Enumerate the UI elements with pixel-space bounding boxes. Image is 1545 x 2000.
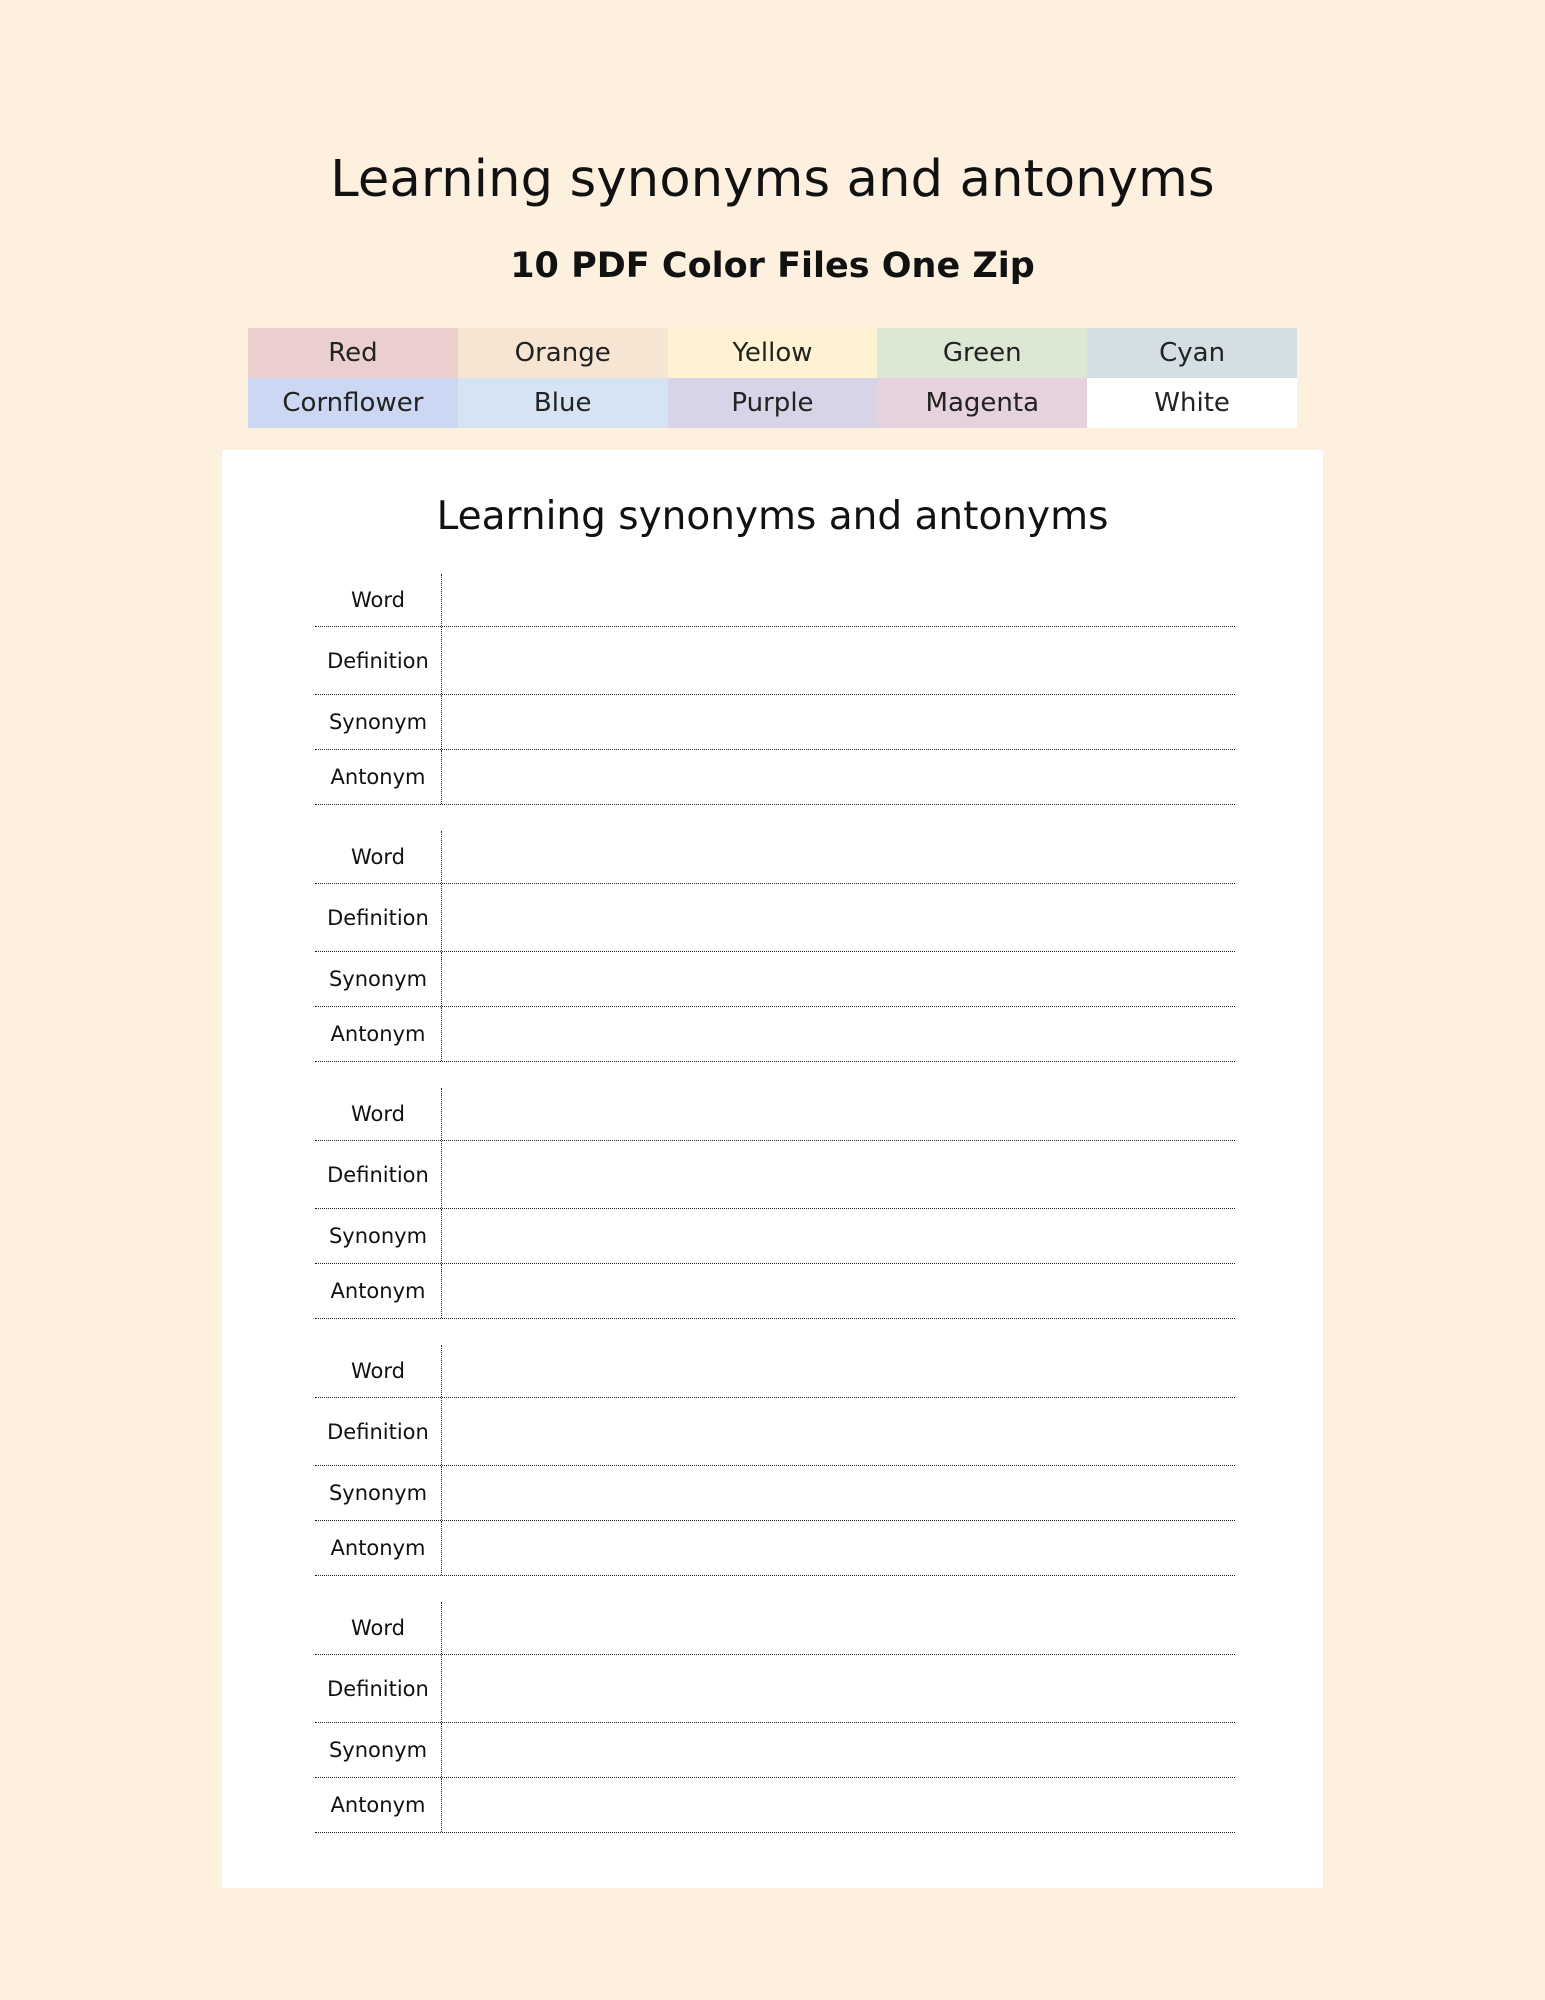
word-label: Word bbox=[315, 574, 442, 626]
word-entry-group bbox=[315, 831, 1235, 1062]
definition-label: Definition bbox=[315, 627, 442, 694]
swatch-green: Green bbox=[877, 328, 1087, 378]
word-row bbox=[315, 574, 1235, 627]
swatch-red: Red bbox=[248, 328, 458, 378]
worksheet-title: Learning synonyms and antonyms bbox=[436, 494, 1109, 539]
antonym-blank bbox=[442, 750, 1235, 804]
synonym-blank bbox=[442, 1466, 1235, 1520]
definition-blank bbox=[442, 884, 1235, 951]
antonym-blank bbox=[442, 1778, 1235, 1832]
synonym-blank bbox=[442, 1209, 1235, 1263]
word-blank bbox=[442, 574, 1235, 626]
synonym-blank bbox=[442, 695, 1235, 749]
color-palette bbox=[248, 328, 1297, 428]
synonym-row bbox=[315, 1723, 1235, 1778]
antonym-row bbox=[315, 750, 1235, 805]
synonym-label: Synonym bbox=[315, 1209, 442, 1263]
definition-label: Definition bbox=[315, 1655, 442, 1722]
synonym-blank bbox=[442, 1723, 1235, 1777]
page-subtitle: 10 PDF Color Files One Zip bbox=[510, 246, 1035, 286]
antonym-blank bbox=[442, 1521, 1235, 1575]
word-blank bbox=[442, 1602, 1235, 1654]
definition-label: Definition bbox=[315, 1141, 442, 1208]
word-row bbox=[315, 831, 1235, 884]
word-blank bbox=[442, 1088, 1235, 1140]
word-blank bbox=[442, 1345, 1235, 1397]
definition-blank bbox=[442, 627, 1235, 694]
antonym-row bbox=[315, 1778, 1235, 1833]
definition-blank bbox=[442, 1141, 1235, 1208]
swatch-blue: Blue bbox=[458, 378, 668, 428]
antonym-row bbox=[315, 1007, 1235, 1062]
antonym-blank bbox=[442, 1264, 1235, 1318]
word-entry-group bbox=[315, 574, 1235, 805]
word-blank bbox=[442, 831, 1235, 883]
word-entry-group bbox=[315, 1088, 1235, 1319]
antonym-blank bbox=[442, 1007, 1235, 1061]
definition-row bbox=[315, 627, 1235, 695]
swatch-white: White bbox=[1087, 378, 1297, 428]
word-row bbox=[315, 1345, 1235, 1398]
antonym-label: Antonym bbox=[315, 1264, 442, 1318]
definition-row bbox=[315, 884, 1235, 952]
worksheet-preview bbox=[222, 450, 1323, 1888]
swatch-orange: Orange bbox=[458, 328, 668, 378]
synonym-label: Synonym bbox=[315, 695, 442, 749]
swatch-purple: Purple bbox=[668, 378, 878, 428]
word-label: Word bbox=[315, 1088, 442, 1140]
antonym-label: Antonym bbox=[315, 750, 442, 804]
swatch-cornflower: Cornflower bbox=[248, 378, 458, 428]
word-label: Word bbox=[315, 1345, 442, 1397]
synonym-row bbox=[315, 1209, 1235, 1264]
synonym-label: Synonym bbox=[315, 1466, 442, 1520]
word-row bbox=[315, 1088, 1235, 1141]
antonym-label: Antonym bbox=[315, 1778, 442, 1832]
word-label: Word bbox=[315, 831, 442, 883]
definition-label: Definition bbox=[315, 884, 442, 951]
antonym-label: Antonym bbox=[315, 1521, 442, 1575]
synonym-row bbox=[315, 952, 1235, 1007]
word-entry-group bbox=[315, 1345, 1235, 1576]
definition-blank bbox=[442, 1655, 1235, 1722]
antonym-row bbox=[315, 1521, 1235, 1576]
swatch-magenta: Magenta bbox=[877, 378, 1087, 428]
definition-row bbox=[315, 1141, 1235, 1209]
synonym-label: Synonym bbox=[315, 952, 442, 1006]
synonym-row bbox=[315, 695, 1235, 750]
synonym-blank bbox=[442, 952, 1235, 1006]
definition-blank bbox=[442, 1398, 1235, 1465]
word-entry-group bbox=[315, 1602, 1235, 1833]
word-row bbox=[315, 1602, 1235, 1655]
page-title: Learning synonyms and antonyms bbox=[330, 150, 1215, 209]
antonym-label: Antonym bbox=[315, 1007, 442, 1061]
synonym-row bbox=[315, 1466, 1235, 1521]
definition-row bbox=[315, 1398, 1235, 1466]
definition-row bbox=[315, 1655, 1235, 1723]
antonym-row bbox=[315, 1264, 1235, 1319]
swatch-cyan: Cyan bbox=[1087, 328, 1297, 378]
synonym-label: Synonym bbox=[315, 1723, 442, 1777]
word-label: Word bbox=[315, 1602, 442, 1654]
swatch-yellow: Yellow bbox=[668, 328, 878, 378]
definition-label: Definition bbox=[315, 1398, 442, 1465]
